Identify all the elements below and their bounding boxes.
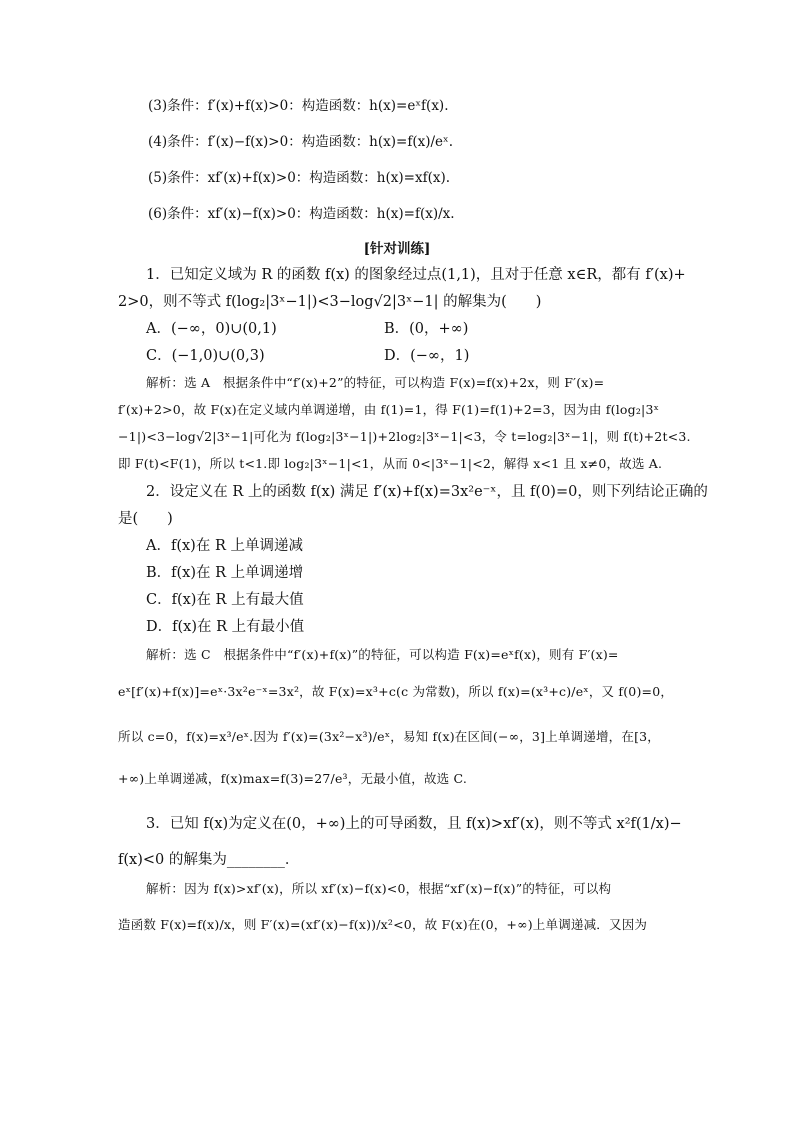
q2-line2: 是( ) — [118, 511, 173, 527]
q2-solution-line2: eˣ[f′(x)+f(x)]=eˣ·3x²e⁻ˣ=3x²，故 F(x)=x³+c(c 为常数)，所以 f(x)=(x³+c)/eˣ，又 f(0)=0， — [118, 684, 674, 699]
q3-solution-line1: 解析：因为 f(x)>xf′(x)，所以 xf′(x)−f(x)<0，根据“xf′(x)−f(x)”的特征，可以构 — [146, 881, 612, 896]
rule-6: (6)条件：xf′(x)−f(x)>0：构造函数：h(x)=f(x)/x. — [148, 206, 455, 222]
q2-solution-line1: 解析：选 C 根据条件中“f′(x)+f(x)”的特征，可以构造 F(x)=eˣf(x)，则有 F′(x)= — [146, 647, 619, 662]
q3-line1: 3．已知 f(x)为定义在(0，+∞)上的可导函数，且 f(x)>xf′(x)，则不等式 x²f(1/x)− — [146, 816, 682, 832]
q1-solution-line1: 解析：选 A 根据条件中“f′(x)+2”的特征，可以构造 F(x)=f(x)+2x，则 F′(x)= — [146, 375, 605, 390]
q2-option-c: C．f(x)在 R 上有最大值 — [146, 592, 304, 608]
q1-option-c: C．(−1,0)∪(0,3) — [146, 348, 265, 364]
rule-5: (5)条件：xf′(x)+f(x)>0：构造函数：h(x)=xf(x). — [148, 170, 451, 186]
q1-line2: 2>0，则不等式 f(log₂|3ˣ−1|)<3−log√2|3ˣ−1| 的解集为( ) — [118, 294, 542, 310]
q1-option-d: D．(−∞，1) — [384, 348, 470, 364]
q2-option-d: D．f(x)在 R 上有最小值 — [146, 619, 305, 635]
q2-solution-line4: +∞)上单调递减，f(x)max=f(3)=27/e³，无最小值，故选 C. — [118, 771, 468, 786]
q3-solution-line2: 造函数 F(x)=f(x)/x，则 F′(x)=(xf′(x)−f(x))/x²<0，故 F(x)在(0，+∞)上单调递减．又因为 — [118, 917, 648, 932]
q1-solution-line2: f′(x)+2>0，故 F(x)在定义域内单调递增，由 f(1)=1，得 F(1)=f(1)+2=3，因为由 f(log₂|3ˣ — [118, 402, 660, 417]
q2-solution-line3: 所以 c=0，f(x)=x³/eˣ.因为 f′(x)=(3x²−x³)/eˣ，易知 f(x)在区间(−∞，3]上单调递增，在[3， — [118, 729, 660, 744]
q2-line1: 2．设定义在 R 上的函数 f(x) 满足 f′(x)+f(x)=3x²e⁻ˣ，且 f(0)=0，则下列结论正确的 — [146, 484, 708, 500]
q1-solution-line3: −1|)<3−log√2|3ˣ−1|可化为 f(log₂|3ˣ−1|)+2log₂|3ˣ−1|<3，令 t=log₂|3ˣ−1|，则 f(t)+2t<3. — [118, 429, 691, 444]
q2-option-b: B．f(x)在 R 上单调递增 — [146, 565, 304, 581]
section-title: [针对训练] — [363, 241, 431, 257]
q2-option-a: A．f(x)在 R 上单调递减 — [146, 538, 303, 554]
q1-option-a: A．(−∞，0)∪(0,1) — [146, 321, 277, 337]
q1-solution-line4: 即 F(t)<F(1)，所以 t<1.即 log₂|3ˣ−1|<1，从而 0<|3ˣ−1|<2，解得 x<1 且 x≠0，故选 A. — [118, 456, 663, 471]
q3-line2: f(x)<0 的解集为________． — [118, 852, 300, 868]
rule-4: (4)条件：f′(x)−f(x)>0：构造函数：h(x)=f(x)/eˣ. — [148, 134, 454, 150]
q1-line1: 1．已知定义域为 R 的函数 f(x) 的图象经过点(1,1)，且对于任意 x∈R，都有 f′(x)+ — [146, 267, 686, 283]
q1-option-b: B．(0，+∞) — [384, 321, 469, 337]
rule-3: (3)条件：f′(x)+f(x)>0：构造函数：h(x)=eˣf(x). — [148, 98, 449, 114]
